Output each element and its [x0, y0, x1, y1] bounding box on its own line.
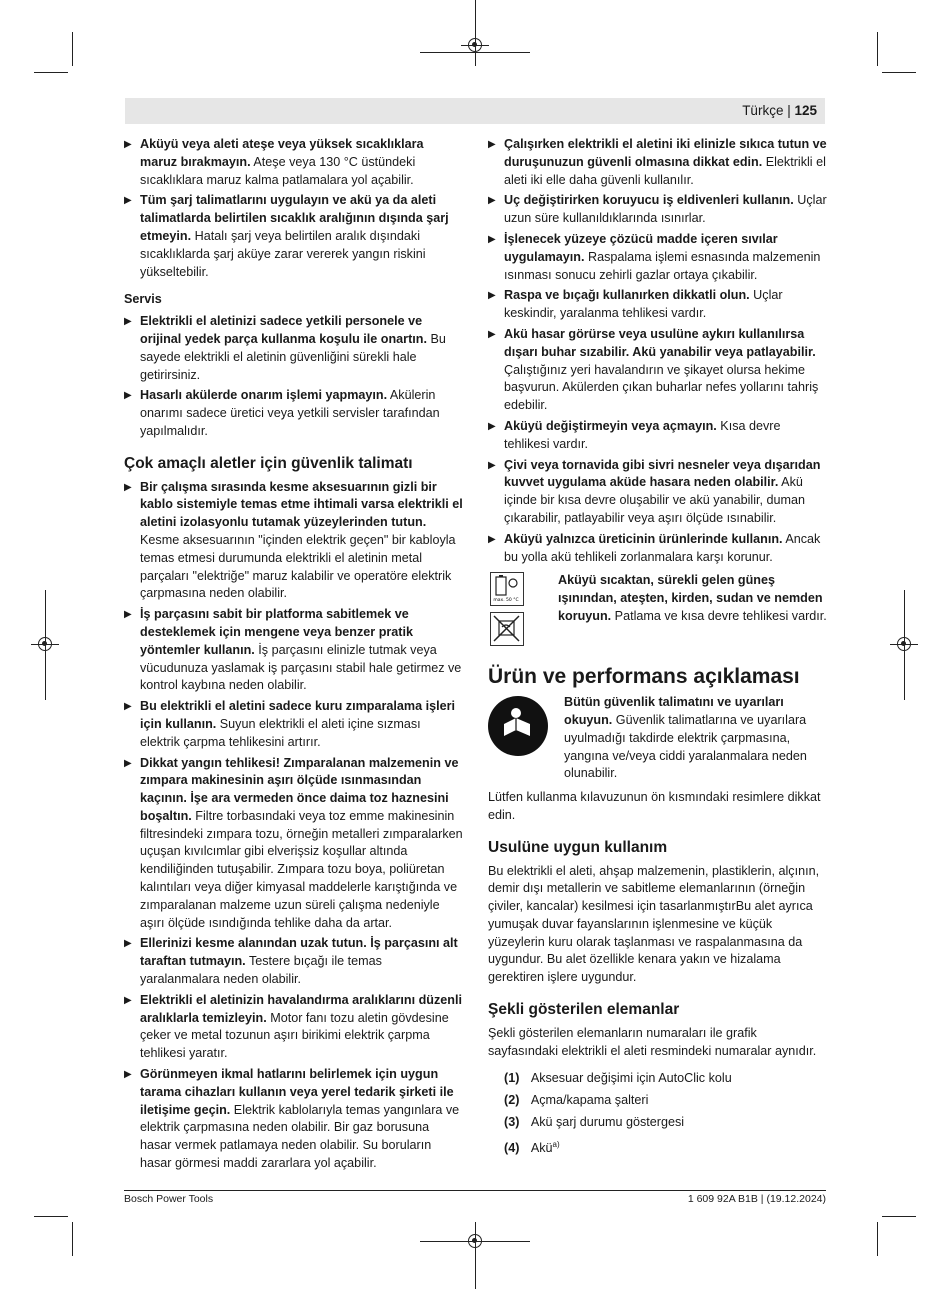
safety-notice-text: Bütün güvenlik talimatını ve uyarıları okuyun. Güvenlik talimatlarına ve uyarılara uyulmadığı takdirde elektrik çarpmasına, yangına ve/veya ciddi yaralanmalara neden olunabilir.	[564, 695, 807, 781]
battery-warning	[488, 572, 828, 650]
list-item: (3) Akü şarj durumu göstergesi	[504, 1115, 685, 1130]
language-label: Türkçe	[742, 103, 784, 118]
footer-doc-id: 1 609 92A B1B | (19.12.2024)	[687, 1193, 826, 1205]
footer-brand: Bosch Power Tools	[124, 1193, 214, 1205]
registration-mark-icon	[468, 1234, 482, 1248]
list-item: ▶ İş parçasını sabit bir platforma sabitlemek ve desteklemek için mengene veya benzer pratik yöntemler kullanın. İş parçasını elinizle tutmak veya vücudunuza yaslamak iş parçasını stabil hale getirmez ve kontrol kaybına neden olabilir.	[124, 606, 464, 695]
list-item: ▶ Aküyü yalnızca üreticinin ürünlerinde kullanın. Ancak bu yolla akü tehlikeli zorlanmalara karşı korunur.	[488, 531, 828, 567]
list-item: ▶ Elektrikli el aletinizin havalandırma aralıklarını düzenli aralıklarla temizleyin. Motor fanı tozu aletin gövdesine çeker ve metal tozunun aşırı birikimi elektrik çarpma tehlikesi yaratır.	[124, 992, 464, 1063]
list-item: ▶ Elektrikli el aletinizi sadece yetkili personele ve orijinal yedek parça kullanma koşulu ile onartın. Bu sayede elektrikli el aletinin güvenliğini sürekli hale getirirsiniz.	[124, 313, 464, 384]
components-intro: Şekli gösterilen elemanların numaraları ile grafik sayfasındaki elektrikli el aleti resmindeki numaralar aynıdır.	[488, 1025, 817, 1058]
list-item: ▶ Çivi veya tornavida gibi sivri nesneler veya dışarıdan kuvvet uygulama aküde hasara neden olabilir. Akü içinde bir kısa devre oluşabilir ve akü yanabilir, duman çıkarabilir, patlayabilir veya aşırı ölçüde ısınabilir.	[488, 457, 828, 528]
safety-notice	[488, 694, 828, 783]
components-list	[504, 1070, 828, 1157]
refer-text: Lütfen kullanma kılavuzunun ön kısmındaki resimlere dikkat edin.	[488, 790, 821, 822]
left-column	[124, 136, 464, 1176]
list-item: (4) Akü$^{a)}$	[504, 1139, 560, 1156]
registration-mark-icon	[468, 38, 482, 52]
usage-text: Bu elektrikli el aleti, ahşap malzemenin, plastiklerin, alçının, demir dışı metallerin ve sabitleme elemanlarının (örneğin çiviler, kancalar) kesilmesi için tasarlanmıştırBu alet ayrıca yumuşak duvar fayanslarının işlenmesine ve küçük yüzeylerin kuru olarak taşlanması ve raspalanmasına da uygundur. Bu alet özellikle kenara yakın ve hizalama gerektiren işlere uygundur.	[488, 863, 820, 985]
footnote-marker: a)	[552, 1139, 560, 1149]
crop-mark	[877, 1222, 878, 1256]
crop-mark	[877, 32, 878, 66]
crop-mark	[904, 590, 905, 700]
battery-warning-text: Aküyü sıcaktan, sürekli gelen güneş ışınından, ateşten, kirden, sudan ve nemden koruyun. Patlama ve kısa devre tehlikesi vardır.	[558, 573, 827, 623]
page-header: Türkçe | 125	[742, 103, 817, 118]
list-item: ▶ Görünmeyen ikmal hatlarını belirlemek için uygun tarama cihazları kullanın veya yerel tedarik şirketi ile iletişime geçin. Elektrik kablolarıyla temas yangınlara ve elektrik çarpmasına neden olabilir. Bir gaz borusuna hasar vermek patlamaya neden olabilir. Su boruların hasar görmesi maddi zararlara yol açabilir.	[124, 1066, 464, 1173]
list-item: ▶ Tüm şarj talimatlarını uygulayın ve akü ya da aleti talimatlarda belirtilen sıcaklık aralığının dışında şarj etmeyin. Hatalı şarj veya belirtilen aralık dışındaki sıcaklıklarda şarj aküye zarar vererek yangın riskini yükseltebilir.	[124, 192, 464, 281]
page-number: 125	[794, 103, 817, 118]
list-item: (1) Aksesuar değişimi için AutoClic kolu	[504, 1071, 732, 1086]
crop-mark	[882, 72, 916, 73]
header-bar	[125, 98, 825, 124]
temperature-warning-icon	[490, 572, 524, 606]
list-item: ▶ Raspa ve bıçağı kullanırken dikkatli olun. Uçlar keskindir, yaralanma tehlikesi vardır.	[488, 287, 828, 323]
crop-mark	[34, 1216, 68, 1217]
footer-divider	[124, 1190, 826, 1191]
crop-mark	[34, 72, 68, 73]
list-item: ▶ İşlenecek yüzeye çözücü madde içeren sıvılar uygulamayın. Raspalama işlemi esnasında malzemenin ısınması sonucu zehirli gazlar ortaya çıkabilir.	[488, 231, 828, 284]
no-water-disposal-icon	[490, 612, 524, 646]
list-item: ▶ Hasarlı akülerde onarım işlemi yapmayın. Akülerin onarımı sadece üretici veya yetkili servisler tarafından yapılmalıdır.	[124, 387, 464, 440]
list-item: (2) Açma/kapama şalteri	[504, 1093, 649, 1108]
crop-mark	[72, 1222, 73, 1256]
list-item: ▶ Çalışırken elektrikli el aletini iki elinizle sıkıca tutun ve duruşunuzun güvenli olmasına dikkat edin. Elektrikli el aleti iki elle daha güvenli kullanılır.	[488, 136, 828, 189]
list-item: ▶ Uç değiştirirken koruyucu iş eldivenleri kullanın. Uçlar uzun süre kullanıldıklarında ısınırlar.	[488, 192, 828, 228]
right-column	[488, 136, 828, 1162]
crop-mark	[882, 1216, 916, 1217]
section-heading: Çok amaçlı aletler için güvenlik talimatı	[124, 454, 413, 472]
temperature-limit-label: max. 50 °C	[493, 598, 519, 604]
list-item: ▶ Bir çalışma sırasında kesme aksesuarının gizli bir kablo sistemiyle temas etme ihtimali varsa elektrikli el aletini izolasyonlu tutamak yüzeylerinden tutun. Kesme aksesuarının "içinden elektrik geçen" bir kabloyla temas etmesi durumunda elektrikli el aletinin metal parçaları "elektriğe" maruz kalabilir ve operatöre elektrik çarpmasına neden olabilir.	[124, 479, 464, 604]
crop-mark	[72, 32, 73, 66]
list-item: ▶ Ellerinizi kesme alanından uzak tutun. İş parçasını alt taraftan tutmayın. Testere bıçağı ile temas yaralanmalara neden olabilir.	[124, 935, 464, 988]
product-heading: Ürün ve performans açıklaması	[488, 665, 800, 689]
crop-mark	[45, 590, 46, 700]
usage-heading: Usulüne uygun kullanım	[488, 838, 668, 856]
list-item: ▶ Aküyü değiştirmeyin veya açmayın. Kısa devre tehlikesi vardır.	[488, 418, 828, 454]
list-item: ▶ Dikkat yangın tehlikesi! Zımparalanan malzemenin ve zımpara makinesinin aşırı ölçüde ısınmasından kaçının. İşe ara vermeden önce daima toz haznesini boşaltın. Filtre torbasındaki veya toz emme makinesinin filtresindeki zımpara tozu, örneğin metalleri zımparalarken uçuşan kıvılcımlar gibi elverişsiz koşullar altında kendiliğinden tutuşabilir. Zımpara tozu boya, poliüretan kalıntıları veya diğer kimyasal maddelerle karıştığında ve zımparalanan malzeme uzun süreli çalışma nedeniyle aşırı ölçüde ısındığında tehlike daha da artar.	[124, 755, 464, 933]
list-item: ▶ Bu elektrikli el aletini sadece kuru zımparalama işleri için kullanın. Suyun elektrikli el aleti içine sızması elektrik çarpma tehlikesini artırır.	[124, 698, 464, 751]
components-heading: Şekli gösterilen elemanlar	[488, 1001, 680, 1019]
list-item: ▶ Akü hasar görürse veya usulüne aykırı kullanılırsa dışarı buhar sızabilir. Akü yanabilir veya patlayabilir. Çalıştığınız yeri havalandırın ve şikayet olursa hekime başvurun. Akülerden çıkan buharlar nefes yollarını tahriş edebilir.	[488, 326, 828, 415]
service-heading: Servis	[124, 292, 162, 307]
read-manual-icon	[488, 696, 548, 756]
list-item: ▶ Aküyü veya aleti ateşe veya yüksek sıcaklıklara maruz bırakmayın. Ateşe veya 130 °C üstündeki sıcaklıklara maruz kalma patlamalara yol açabilir.	[124, 136, 464, 189]
